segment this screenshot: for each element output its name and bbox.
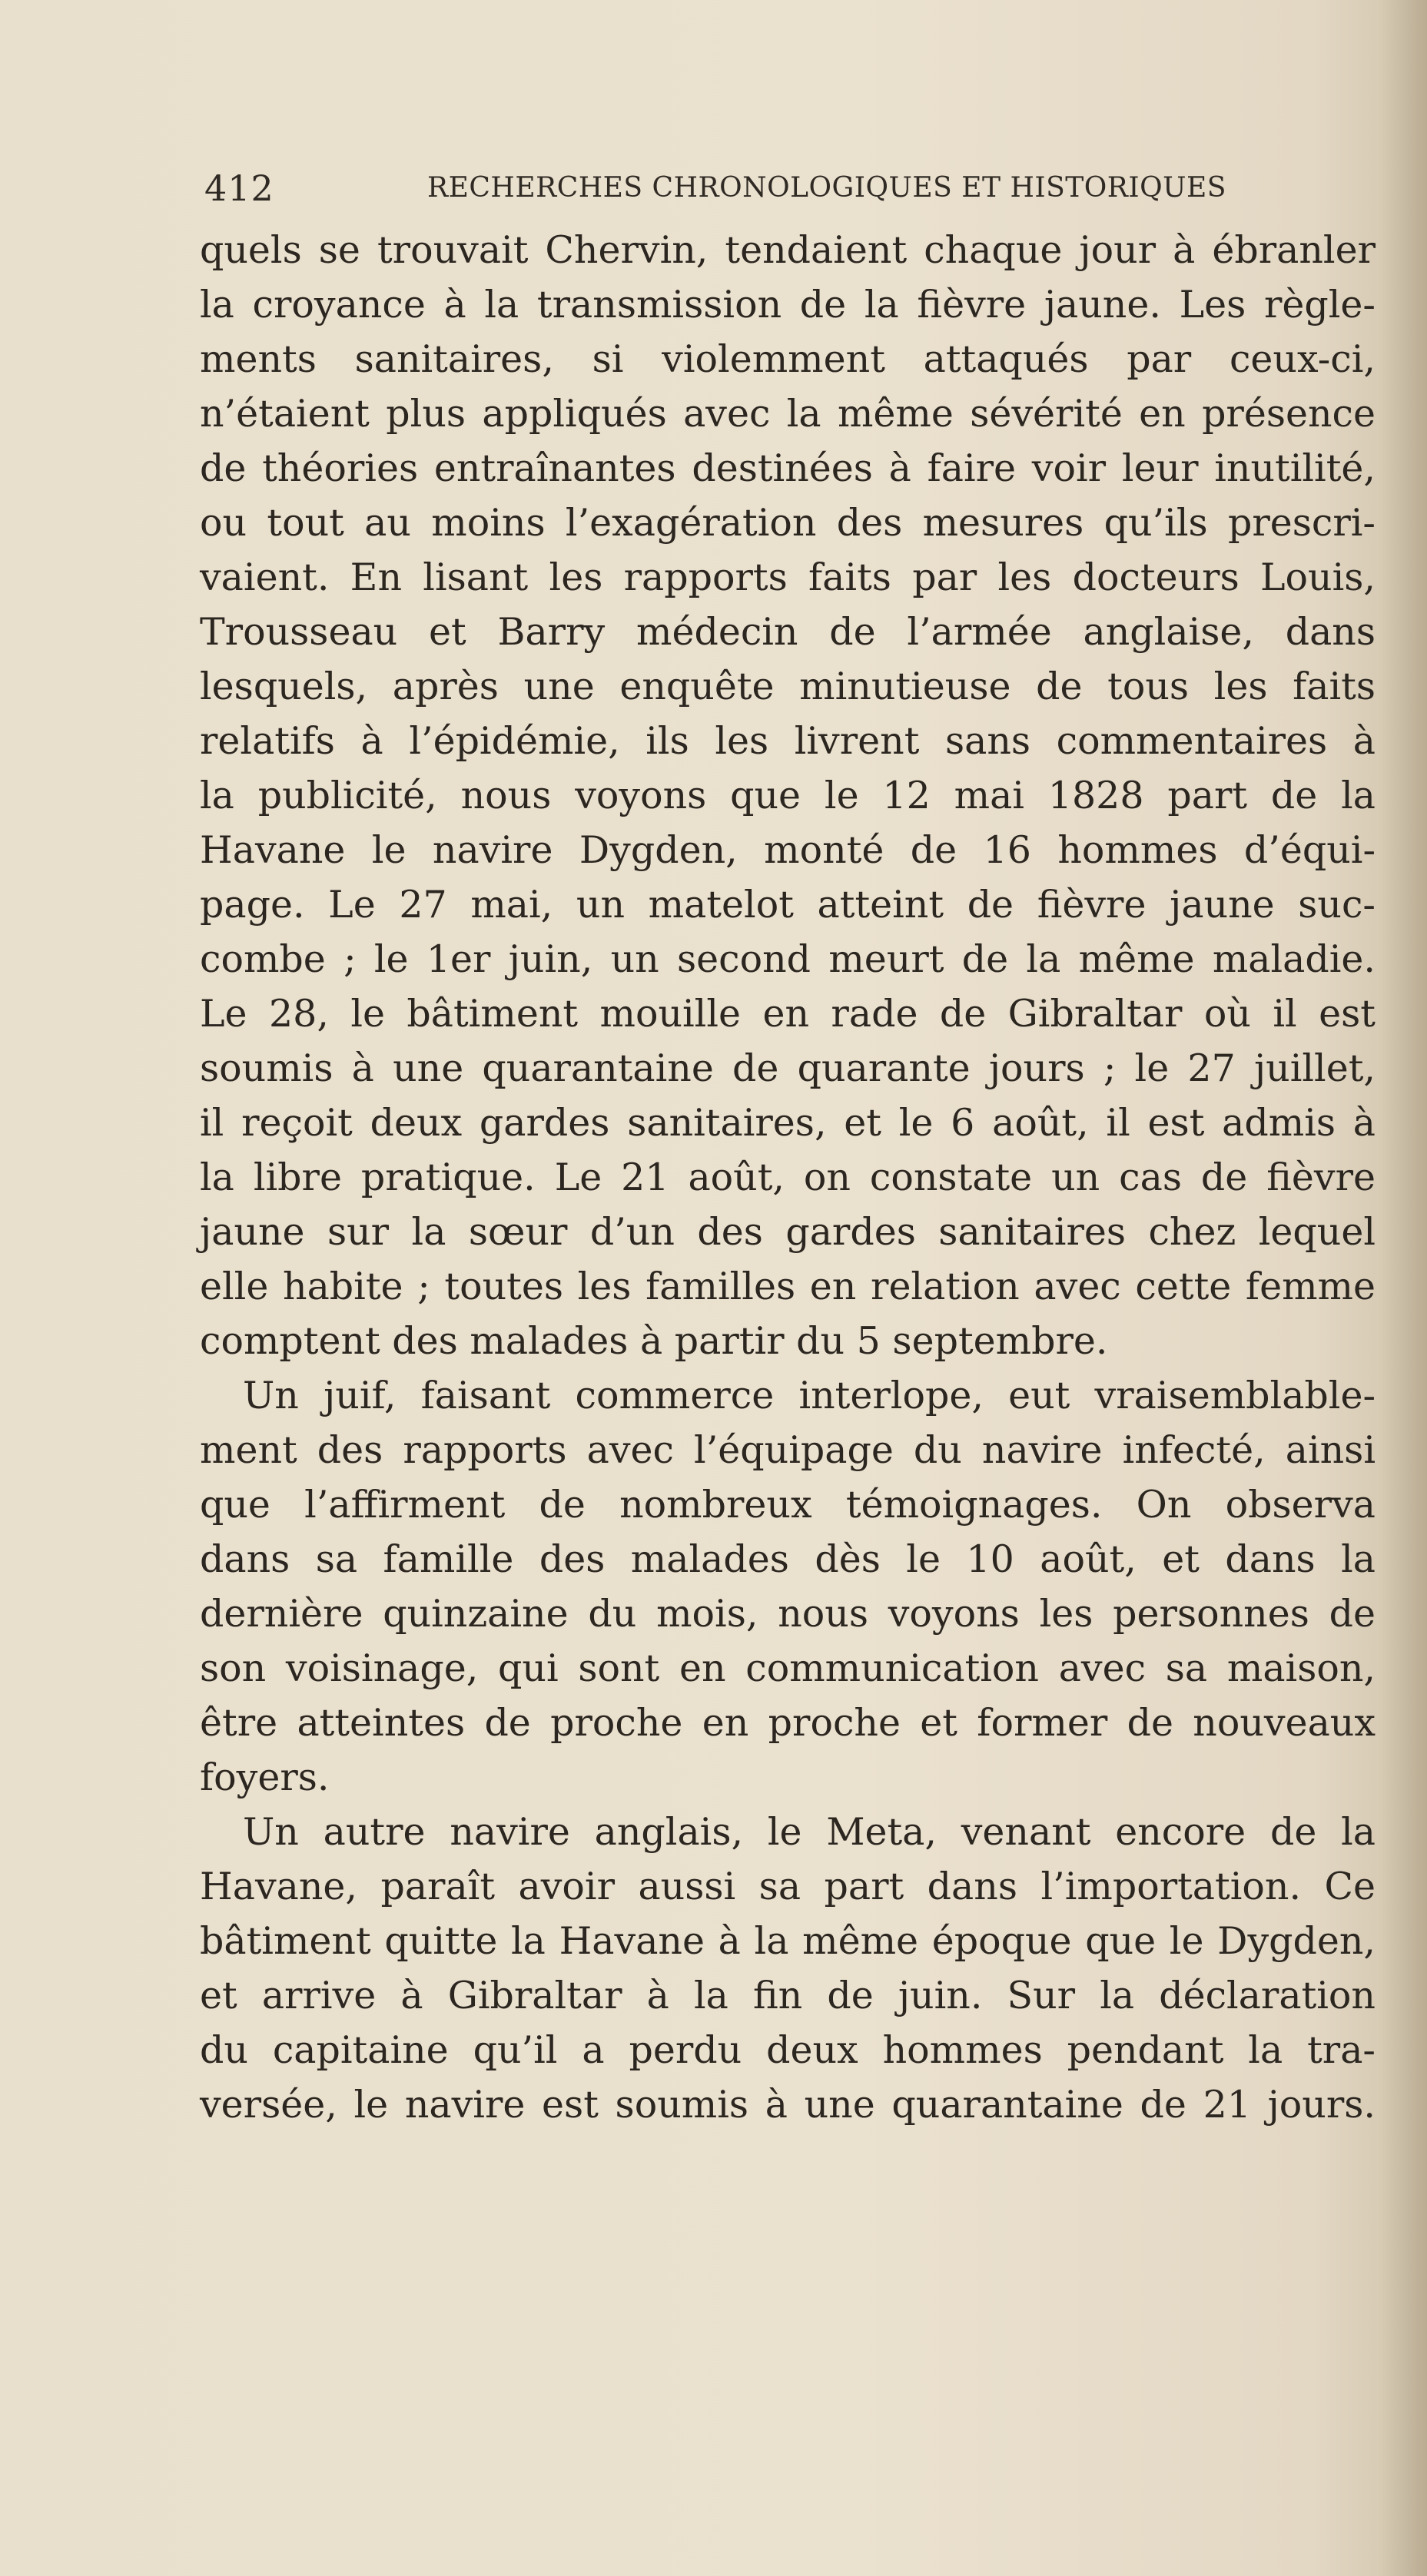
text-line: Havane, paraît avoir aussi sa part dans l’importation. Ce (200, 1865, 1376, 1908)
text-line: soumis à une quarantaine de quarante jours ; le 27 juillet, (200, 1046, 1376, 1090)
text-line: être atteintes de proche en proche et former de nouveaux (200, 1701, 1376, 1745)
text-line: la publicité, nous voyons que le 12 mai 1828 part de la (200, 774, 1376, 817)
body-text (200, 223, 1376, 2132)
text-line: du capitaine qu’il a perdu deux hommes pendant la tra- (200, 2028, 1376, 2072)
text-line: son voisinage, qui sont en communication avec sa maison, (200, 1646, 1376, 1690)
text-line: la libre pratique. Le 21 août, on constate un cas de fièvre (200, 1155, 1376, 1199)
page-number: 412 (204, 167, 274, 209)
text-line: quels se trouvait Chervin, tendaient chaque jour à ébranler (200, 228, 1376, 272)
text-line: ments sanitaires, si violemment attaqués par ceux-ci, (200, 337, 1376, 381)
text-line: n’étaient plus appliqués avec la même sévérité en présence (200, 392, 1376, 436)
text-line: et arrive à Gibraltar à la fin de juin. Sur la déclaration (200, 1974, 1376, 2017)
text-line: Havane le navire Dygden, monté de 16 hommes d’équi- (200, 828, 1376, 872)
text-line: elle habite ; toutes les familles en relation avec cette femme (200, 1265, 1376, 1308)
text-line: Le 28, le bâtiment mouille en rade de Gibraltar où il est (200, 992, 1376, 1036)
text-line: la croyance à la transmission de la fièvre jaune. Les règle- (200, 283, 1376, 327)
text-line: vaient. En lisant les rapports faits par les docteurs Louis, (200, 555, 1376, 599)
text-line: il reçoit deux gardes sanitaires, et le 6 août, il est admis à (200, 1101, 1376, 1145)
text-line: Un autre navire anglais, le Meta, venant encore de la (243, 1810, 1376, 1854)
text-line: comptent des malades à partir du 5 septembre. (200, 1319, 1108, 1363)
text-line: versée, le navire est soumis à une quarantaine de 21 jours. (200, 2083, 1376, 2127)
page-edge-shadow (1381, 0, 1427, 2576)
text-line: bâtiment quitte la Havane à la même époque que le Dygden, (200, 1919, 1376, 1963)
text-line: ou tout au moins l’exagération des mesures qu’ils prescri- (200, 501, 1376, 545)
text-line: de théories entraînantes destinées à faire voir leur inutilité, (200, 446, 1376, 490)
text-line: lesquels, après une enquête minutieuse de tous les faits (200, 665, 1376, 708)
text-line: foyers. (200, 1755, 330, 1799)
text-line: page. Le 27 mai, un matelot atteint de fièvre jaune suc- (200, 883, 1376, 927)
text-line: ment des rapports avec l’équipage du navire infecté, ainsi (200, 1428, 1376, 1472)
text-line: combe ; le 1er juin, un second meurt de la même maladie. (200, 937, 1376, 981)
text-line: dans sa famille des malades dès le 10 août, et dans la (200, 1537, 1376, 1581)
page-header (204, 167, 1226, 214)
text-line: Trousseau et Barry médecin de l’armée anglaise, dans (200, 610, 1376, 654)
text-line: relatifs à l’épidémie, ils les livrent sans commentaires à (200, 719, 1376, 763)
running-head: RECHERCHES CHRONOLOGIQUES ET HISTORIQUES (427, 172, 1226, 204)
text-line: dernière quinzaine du mois, nous voyons les personnes de (200, 1592, 1376, 1636)
text-line: Un juif, faisant commerce interlope, eut vraisemblable- (243, 1374, 1376, 1417)
text-line: jaune sur la sœur d’un des gardes sanitaires chez lequel (200, 1210, 1376, 1254)
text-line: que l’affirment de nombreux témoignages. On observa (200, 1483, 1376, 1527)
